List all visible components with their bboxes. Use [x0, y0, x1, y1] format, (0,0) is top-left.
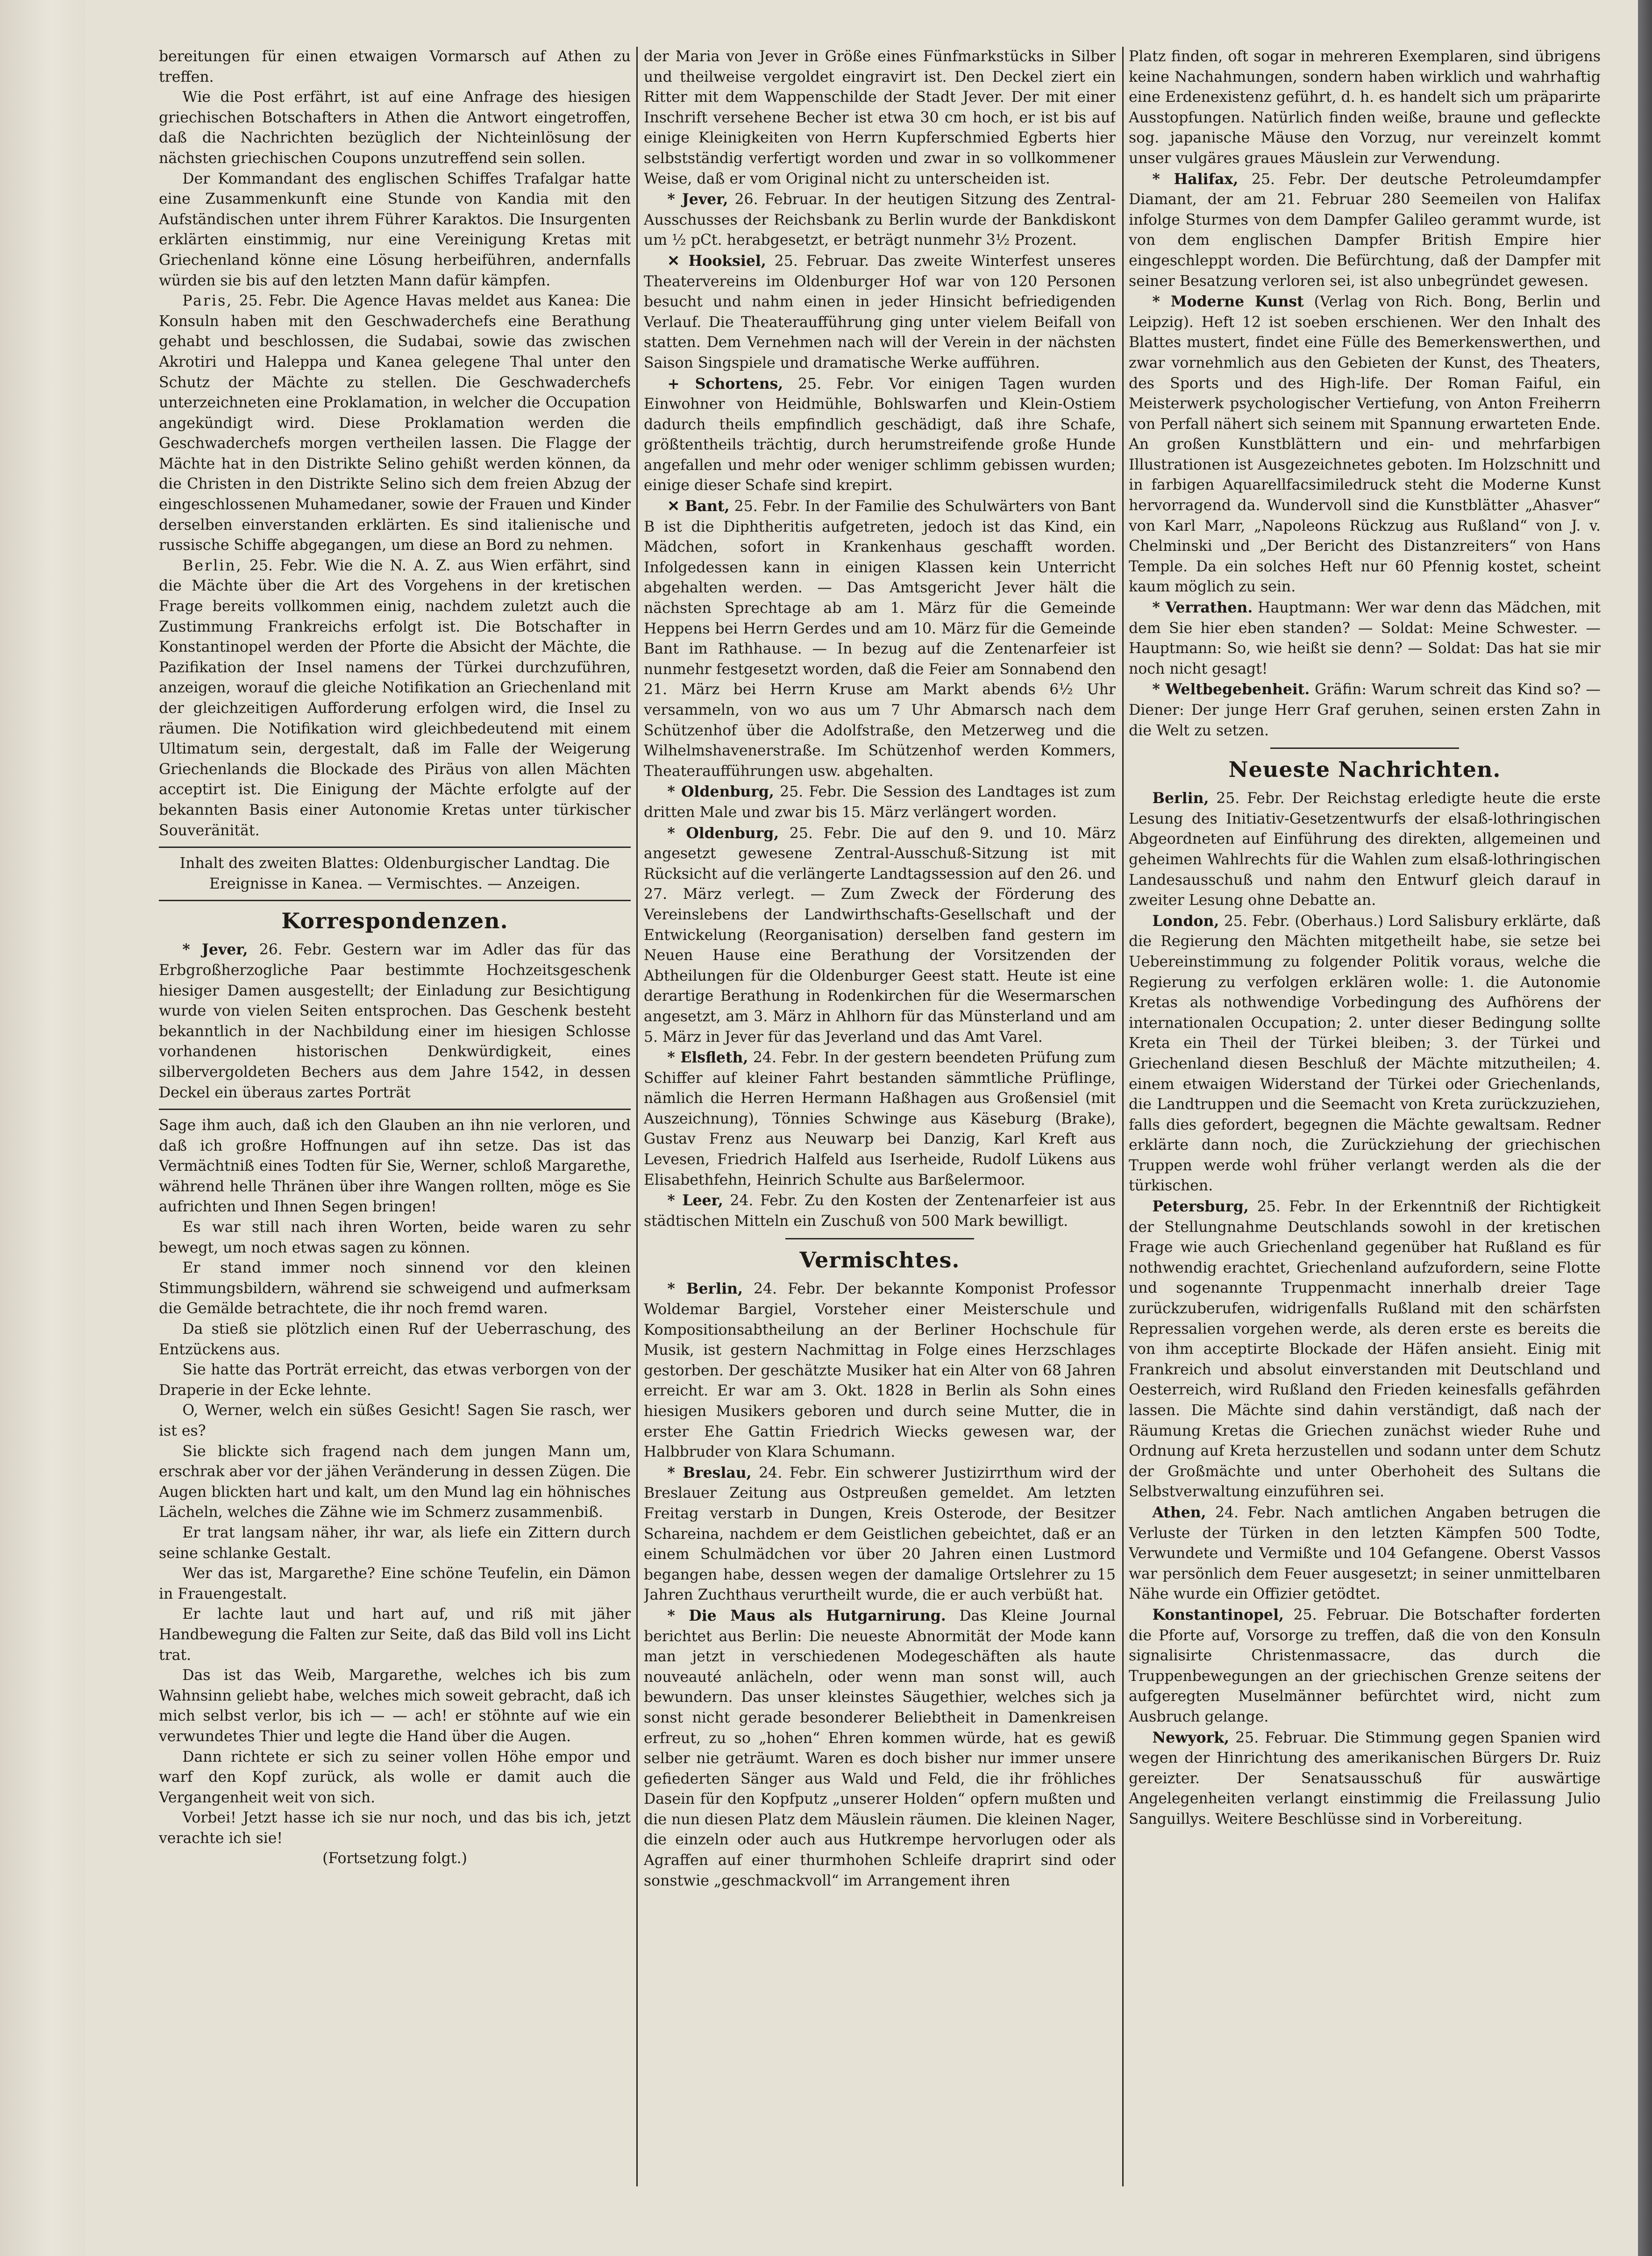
article-kommandant: Der Kommandant des englischen Schiffes Trafalgar hatte eine Zusammenkunft eine Stunde von Kandia mit den Aufständischen unter ihrem Führer Karaktos. Die Insurgenten erklärten einstimmig, nur eine Vereinigung Kretas mit Griechenland könne eine Lösung herbeiführen, andernfalls würden sie bis auf den letzten Mann dafür kämpfen.	[159, 170, 631, 289]
headline-maus: * Die Maus als Hutgarnirung.	[667, 1607, 946, 1624]
novel-paragraph: Es war still nach ihren Worten, beide waren zu sehr bewegt, um noch etwas sagen zu können.	[159, 1219, 631, 1256]
section-title-korrespondenzen: Korrespondenzen.	[281, 908, 508, 934]
column-1	[159, 47, 631, 2186]
article-oldenburg-1	[644, 782, 1116, 823]
novel-paragraph: Sage ihm auch, daß ich den Glauben an ihn nie verloren, und daß ich großre Hoffnungen auf ihn setze. Das ist das Vermächtniß eines Todten für Sie, Werner, schloß Margarethe, während helle Thränen über ihre Wangen rollten, möge es Sie aufrichten und Ihnen Segen bringen!	[159, 1117, 631, 1216]
dateline-berlin: Berlin,	[1152, 790, 1209, 807]
headline-verrathen: * Verrathen.	[1152, 599, 1253, 617]
article-text: 24. Febr. Zu den Kosten der Zentenarfeier ist aus städtischen Mitteln ein Zuschuß von 500 Mark bewilligt.	[644, 1192, 1116, 1230]
section-rule	[159, 847, 631, 848]
article-text: Das Kleine Journal berichtet aus Berlin: Die neueste Abnormität der Mode kann man jetzt in verschiedenen Modegeschäften als haute nouveauté anlächeln, oder wenn man sonst will, auch bewundern. Das unser kleinstes Säugethier, welches sich ja sonst nicht gerade besonderer Beliebtheit in Damenkreisen erfreut, zu so „hohen“ Ehren kommen würde, hat es gewiß selber nie geträumt. Waren es doch bisher nur immer unsere gefiederten Sänger aus Wald und Feld, die ihr fröhliches Dasein für den Kopfputz „unserer Holden“ opfern mußten und die nun diesen Platz dem Mäuslein räumen. Die kleinen Nager, die einzeln oder auch aus Hutkrempe hervorlugen oder als Agraffen auf einer thurmhohen Schleife draprirt sind oder sonstwie „geschmackvoll“ im Arrangement ihren	[644, 1607, 1116, 1889]
dateline-schortens: + Schortens,	[667, 375, 783, 392]
article-london	[1129, 911, 1601, 1196]
novel-paragraph: Sie blickte sich fragend nach dem jungen Mann um, erschrak aber vor der jähen Veränderung in dessen Zügen. Die Augen blickten hart und kalt, um den Mund lag ein höhnisches Lächeln, welches die Zähne wie im Schmerz zusammenbiß.	[159, 1443, 631, 1521]
article-text: 25. Febr. Vor einigen Tagen wurden Einwohner von Heidmühle, Bohlswarfen und Klein-Ostiem dadurch theils empfindlich geschädigt, daß ihre Schafe, größtentheils trächtig, durch herumstreifende große Hunde angefallen und mehr oder weniger schlimm gebissen wurden; einige dieser Schafe sind krepirt.	[644, 375, 1116, 494]
novel-paragraph: Er lachte laut und hart auf, und riß mit jäher Handbewegung die Falten zur Seite, daß das Bild voll ins Licht trat.	[159, 1606, 631, 1664]
column-3	[1129, 47, 1601, 2186]
column-rule-1	[636, 47, 638, 2186]
article-jever	[159, 939, 631, 1103]
contents-note: Inhalt des zweiten Blattes: Oldenburgischer Landtag. Die Ereignisse in Kanea. — Vermischtes. — Anzeigen.	[179, 855, 610, 892]
page-edge-shadow	[1638, 0, 1652, 2256]
novel-paragraph: Er stand immer noch sinnend vor den kleinen Stimmungsbildern, während sie schweigend und aufmerksam die Gemälde betrachtete, die ihr noch fremd waren.	[159, 1260, 631, 1317]
article-text: 25. Febr. In der Erkenntniß der Richtigkeit der Stellungnahme Deutschlands sowohl in der kretischen Frage wie auch Griechenland gegenüber hat Rußland es für nothwendig erachtet, Griechenland aufzufordern, seine Flotte und sogenannte Truppenmacht innerhalb dreier Tage zurückzuberufen, widrigenfalls Rußland mit den schärfsten Repressalien vorgehen werde, als deren erste es bereits die von ihm acceptirte Blockade der Häfen ansieht. Einig mit Frankreich und absolut einverstanden mit Deutschland und Oesterreich, wird Rußland den Frieden keinesfalls gefährden lassen. Die Mächte sind dahin verständigt, daß nach der Räumung Kretas die Griechen zunächst wieder Ruhe und Ordnung auf Kreta herzustellen und sodann unter dem Schutz der Großmächte und unter Oberhoheit des Sultans die Selbstverwaltung einzuführen sei.	[1129, 1198, 1601, 1501]
article-breslau	[644, 1463, 1116, 1606]
dateline-petersburg: Petersburg,	[1152, 1198, 1249, 1216]
dateline-elsfleth: * Elsfleth,	[667, 1049, 748, 1067]
article-continuation: bereitungen für einen etwaigen Vormarsch auf Athen zu treffen.	[159, 48, 631, 85]
article-schortens	[644, 374, 1116, 497]
section-rule	[785, 1238, 974, 1239]
article-reichstag	[1129, 788, 1601, 911]
article-text: 25. Febr. Die auf den 9. und 10. März angesetzt gewesene Zentral-Ausschuß-Sitzung ist mit Rücksicht auf die verlängerte Landtagssession auf den 26. und 27. März verlegt. — Zum Zweck der Förderung des Vereinslebens der Landwirthschafts-Gesellschaft und der Entwickelung (Reorganisation) derselben fand gestern im Neuen Hause eine Berathung der Vorsitzenden der Abtheilungen für die Oldenburger Geest statt. Heute ist eine derartige Berathung in Rodenkirchen für die Wesermarschen angesetzt, am 3. März in Ahlhorn für das Münsterland und am 5. März in Jever für das Jeverland und das Amt Varel.	[644, 825, 1116, 1046]
article-text: Gräfin: Warum schreit das Kind so? — Diener: Der junge Herr Graf geruhen, seinen ersten Zahn in die Welt zu setzen.	[1129, 681, 1601, 739]
article-text: 25. Febr. (Oberhaus.) Lord Salisbury erklärte, daß die Regierung den Mächten mitgetheilt habe, sie setze bei Uebereinstimmung zu folgender Politik voraus, welche die Regierung zu verfolgen erklären wolle: 1. die Autonomie Kretas als nothwendige Vorbedingung des Aufhörens der internationalen Occupation; 2. unter dieser Bedingung sollte Kreta ein Theil der Türkei bleiben; 3. der Türkei und Griechenland diesen Beschluß der Mächte mitzutheilen; 4. einem etwaigen Widerstand der Türkei oder Griechenlands, die Landtruppen und die Seemacht von Kreta zurückzuziehen, falls dies gefordert, begegnen die Mächte gewaltsam. Redner erklärte dann noch, die Zurückziehung der griechischen Truppen werde wohl früher verlangt werden als die der türkischen.	[1129, 912, 1601, 1195]
novel-paragraph: Sie hatte das Porträt erreicht, das etwas verborgen von der Draperie in der Ecke lehnte.	[159, 1361, 631, 1399]
dateline-oldenburg: * Oldenburg,	[667, 783, 774, 801]
dateline-konstantinopel: Konstantinopel,	[1152, 1606, 1284, 1623]
article-verrathen	[1129, 598, 1601, 679]
article-text: (Verlag von Rich. Bong, Berlin und Leipzig). Heft 12 ist soeben erschienen. Wer den Inhalt des Blattes mustert, findet eine Fülle des Bemerkenswerthen, und zwar vornehmlich aus den Gebieten der Kunst, des Theaters, des Sports und des High-life. Der Roman Faiful, ein Meisterwerk psychologischer Vertiefung, von Anton Freiherrn von Perfall nähert sich seinem mit Spannung erwarteten Ende. An großen Kunstblättern und ein- und mehrfarbigen Illustrationen ist Ausgezeichnetes geboten. Im Holzschnitt und in farbigen Aquarellfacsimiledruck steht die Moderne Kunst hervorragend da. Wundervoll sind die Kunstblätter „Ahasver“ von Karl Marr, „Napoleons Rückzug aus Rußland“ von J. v. Chelminski und „Der Bericht des Distanzreiters“ von Hans Temple. Da ein solches Heft nur 60 Pfennig kostet, scheint kaum möglich zu sein.	[1129, 293, 1601, 596]
dateline-oldenburg: * Oldenburg,	[667, 824, 779, 842]
headline-moderne-kunst: * Moderne Kunst	[1152, 293, 1304, 311]
article-text: 25. Februar. Das zweite Winterfest unseres Theatervereins im Oldenburger Hof war von 120 Personen besucht und nahm einen in jeder Hinsicht befriedigenden Verlauf. Die Theateraufführung ging unter vielem Beifall von statten. Dem Vernehmen nach will der Verein in der nächsten Saison Singspiele und dramatische Werke aufführen.	[644, 252, 1116, 371]
article-leer	[644, 1190, 1116, 1231]
dateline-jever: * Jever,	[667, 191, 728, 208]
article-text: 26. Februar. In der heutigen Sitzung des Zentral-Ausschusses der Reichsbank zu Berlin wurde der Bankdiskont um ½ pCt. herabgesetzt, er beträgt nunmehr 3½ Prozent.	[644, 191, 1116, 249]
novel-paragraph: Wer das ist, Margarethe? Eine schöne Teufelin, ein Dämon in Frauengestalt.	[159, 1565, 631, 1602]
article-continuation: Platz finden, oft sogar in mehreren Exemplaren, sind übrigens keine Nachahmungen, sondern haben wirklich und wahrhaftig eine Erdenexistenz geführt, d. h. es handelt sich um präparirte Ausstopfungen. Natürlich finden weiße, braune und gefleckte sog. japanische Mäuse den Vorzug, nur vereinzelt kommt unser vulgäres graues Mäuslein zur Verwendung.	[1129, 48, 1601, 167]
article-elsfleth	[644, 1047, 1116, 1190]
article-jever-reichsbank	[644, 189, 1116, 251]
article-text: 24. Febr. Der bekannte Komponist Professor Woldemar Bargiel, Vorsteher einer Meisterschule und Kompositionsabtheilung an der Berliner Hochschule für Musik, ist gestern Nachmittag in Folge eines Herzschlages gestorben. Der geschätzte Musiker hat ein Alter von 68 Jahren erreicht. Er war am 3. Okt. 1828 in Berlin als Sohn eines hiesigen Musikers geboren und durch seine Mutter, die in erster Ehe Gattin Friedrich Wiecks gewesen war, der Halbbruder von Klara Schumann.	[644, 1281, 1116, 1461]
dateline-jever: * Jever,	[182, 941, 248, 959]
dateline-athen: Athen,	[1152, 1503, 1206, 1521]
article-paris-text: 25. Febr. Die Agence Havas meldet aus Kanea: Die Konsuln haben mit den Geschwaderchefs eine Berathung gehabt und beschlossen, die Sudabai, sowie das zwischen Akrotiri und Haleppa und Kanea gelegene Thal unter den Schutz der Mächte zu stellen. Die Geschwaderchefs unterzeichneten eine Proklamation, in welcher die Occupation angekündigt wird. Diese Proklamation werden die Geschwaderchefs morgen vertheilen lassen. Die Flagge der Mächte hat in den Distrikte Selino gehißt werden können, da die Christen in den Distrikte Selino sich dem freien Abzug der eingeschlossenen Muhamedaner, sowie der Frauen und Kinder derselben einverstanden erklärten. Es sind italienische und russische Schiffe abgegangen, um diese an Bord zu nehmen.	[159, 292, 631, 554]
novel-paragraph: Er trat langsam näher, ihr war, als liefe ein Zittern durch seine schlanke Gestalt.	[159, 1524, 631, 1562]
dateline-berlin: Berlin,	[182, 557, 242, 574]
novel-paragraph: O, Werner, welch ein süßes Gesicht! Sagen Sie rasch, wer ist es?	[159, 1402, 631, 1439]
article-hooksiel	[644, 251, 1116, 374]
feuilleton-novel	[159, 1116, 631, 1869]
article-berlin-text: 25. Febr. Wie die N. A. Z. aus Wien erfährt, sind die Mächte über die Art des Vorgehens in der kretischen Frage bereits vollkommen einig, nachdem zuletzt auch die Zustimmung Frankreichs erfolgt ist. Die Botschafter in Konstantinopel werden der Pforte die Absicht der Mächte, die Pazifikation der Insel namens der Türkei durchzuführen, anzeigen, worauf die gleiche Notifikation an Griechenland mit der gleichzeitigen Aufforderung erfolgen wird, die Insel zu räumen. Die Notifikation wird gleichbedeutend mit einem Ultimatum sein, dergestalt, daß im Falle der Weigerung Griechenlands die Blockade des Piräus von allen Mächten acceptirt ist. Die Einigung der Mächte erfolgte auf der bekannten Basis einer Autonomie Kretas unter türkischer Souveränität.	[159, 557, 631, 839]
dateline-berlin: * Berlin,	[667, 1280, 743, 1298]
novel-paragraph: Das ist das Weib, Margarethe, welches ich bis zum Wahnsinn geliebt habe, welches mich soweit gebracht, daß ich mich selbst verlor, bis ich — — ach! er stöhnte auf wie ein verwundetes Thier und legte die Hand über die Augen.	[159, 1667, 631, 1745]
article-text: 25. Februar. Die Stimmung gegen Spanien wird wegen der Hinrichtung des amerikanischen Bürgers Dr. Ruiz gereizter. Der Senatsausschuß für auswärtige Angelegenheiten verlangt einstimmig die Freilassung Julio Sanguillys. Weitere Beschlüsse sind in Vorbereitung.	[1129, 1729, 1601, 1828]
article-maus	[644, 1606, 1116, 1891]
section-rule	[1270, 747, 1459, 749]
article-continuation: der Maria von Jever in Größe eines Fünfmarkstücks in Silber und theilweise vergoldet eingravirt ist. Den Deckel ziert ein Ritter mit dem Wappenschilde der Stadt Jever. Der mit einer Inschrift versehene Becher ist etwa 30 cm hoch, er ist bis auf einige Kleinigkeiten von Herrn Kupferschmied Egberts hier selbstständig verfertigt worden und zwar in so vollkommener Weise, daß er vom Original nicht zu unterscheiden ist.	[644, 48, 1116, 187]
headline-weltbegebenheit: * Weltbegebenheit.	[1152, 681, 1310, 698]
section-title-vermischtes: Vermischtes.	[799, 1247, 960, 1273]
article-paris	[159, 291, 631, 556]
article-text: 25. Febr. Der Reichstag erledigte heute die erste Lesung des Initiativ-Gesetzentwurfs der elsaß-lothringischen Abgeordneten auf Einführung des direkten, allgemeinen und geheimen Wahlrechts für die Wahlen zum elsaß-lothringischen Landesausschuß und nahm den Entwurf gleich darauf in zweiter Lesung ohne Debatte an.	[1129, 790, 1601, 909]
article-bant	[644, 496, 1116, 782]
dateline-paris: Paris,	[182, 292, 233, 310]
article-konstantinopel	[1129, 1605, 1601, 1728]
novel-paragraph: Da stieß sie plötzlich einen Ruf der Ueberraschung, des Entzückens aus.	[159, 1321, 631, 1358]
article-bargiel	[644, 1279, 1116, 1462]
binding-gutter	[0, 0, 85, 2256]
article-text: 24. Febr. Nach amtlichen Angaben betrugen die Verluste der Türken in den letzten Kämpfen 500 Todte, Verwundete und Vermißte und 104 Gefangene. Oberst Vassos war persönlich dem Feuer ausgesetzt; in seiner unmittelbaren Nähe wurde ein Offizier getödtet.	[1129, 1504, 1601, 1603]
article-moderne-kunst	[1129, 292, 1601, 598]
article-oldenburg-2	[644, 823, 1116, 1048]
article-post: Wie die Post erfährt, ist auf eine Anfrage des hiesigen griechischen Botschafters in Athen die Antwort eingetroffen, daß die Nachrichten bezüglich der Nichteinlösung der nächsten griechischen Coupons unzutreffend sein sollen.	[159, 89, 631, 167]
column-2	[644, 47, 1116, 2186]
article-text: 24. Febr. Ein schwerer Justizirrthum wird der Breslauer Zeitung aus Ostpreußen gemeldet. Am letzten Freitag verstarb in Dungen, Kreis Osterode, der Besitzer Schareina, nachdem er dem Geistlichen gebeichtet, daß er an einem Schulmädchen vor über 20 Jahren einen Lustmord begangen habe, dessen wegen der damalige Ortslehrer zu 15 Jahren Zuchthaus verurtheilt wurde, die er auch verbüßt hat.	[644, 1464, 1116, 1604]
article-petersburg	[1129, 1196, 1601, 1502]
article-text: 25. Febr. Die Session des Landtages ist zum dritten Male und zwar bis 15. März verlängert worden.	[644, 783, 1116, 821]
novel-paragraph: Vorbei! Jetzt hasse ich sie nur noch, und das bis ich, jetzt verachte ich sie!	[159, 1809, 631, 1847]
article-athen	[1129, 1502, 1601, 1605]
article-text: 25. Febr. Der deutsche Petroleumdampfer Diamant, der am 21. Februar 280 Seemeilen von Halifax infolge Sturmes von dem Dampfer Galileo gerammt wurde, ist von dem englischen Dampfer British Empire hier eingeschleppt worden. Die Befürchtung, daß der Dampfer mit seiner Besatzung verloren sei, ist also unbegründet gewesen.	[1129, 171, 1601, 290]
article-jever-text: 26. Febr. Gestern war im Adler das für das Erbgroßherzogliche Paar bestimmte Hochzeitsgeschenk hiesiger Damen ausgestellt; der Einladung zur Besichtigung wurde von vielen Seiten entsprochen. Das Geschenk besteht bekanntlich in der Nachbildung einer im hiesigen Schlosse vorhandenen historischen Denkwürdigkeit, eines silbervergoldeten Bechers aus dem Jahre 1542, in dessen Deckel ein überaus zartes Porträt	[159, 941, 631, 1101]
article-text: 25. Februar. Die Botschafter forderten die Pforte auf, Vorsorge zu treffen, daß die von den Konsuln signalisirte Christenmassacre, das durch die Truppenbewegungen an der griechischen Grenze seitens der aufgeregten Muselmänner befürchtet wird, nicht zum Ausbruch gelange.	[1129, 1606, 1601, 1725]
novel-continued-note: (Fortsetzung folgt.)	[322, 1850, 467, 1867]
dateline-hooksiel: ✕ Hooksiel,	[667, 252, 766, 270]
article-berlin	[159, 556, 631, 841]
section-title-neueste-nachrichten: Neueste Nachrichten.	[1228, 757, 1501, 783]
dateline-leer: * Leer,	[667, 1192, 723, 1210]
dateline-breslau: * Breslau,	[667, 1464, 752, 1481]
article-newyork	[1129, 1728, 1601, 1830]
dateline-newyork: Newyork,	[1152, 1729, 1230, 1746]
dateline-london: London,	[1152, 912, 1219, 930]
article-text: Hauptmann: Wer war denn das Mädchen, mit dem Sie hier eben standen? — Soldat: Meine Schwester. — Hauptmann: So, wie heißt sie denn? — Soldat: Das hat sie mir noch nicht gesagt!	[1129, 599, 1601, 677]
feuilleton-rule	[159, 1109, 631, 1110]
dateline-bant: ✕ Bant,	[667, 498, 730, 515]
dateline-halifax: * Halifax,	[1152, 170, 1239, 188]
column-rule-2	[1122, 47, 1124, 2186]
novel-paragraph: Dann richtete er sich zu seiner vollen Höhe empor und warf den Kopf zurück, als wolle er damit auch die Vergangenheit weit von sich.	[159, 1748, 631, 1806]
article-text: 25. Febr. In der Familie des Schulwärters von Bant B ist die Diphtheritis aufgetreten, jedoch ist das Kind, ein Mädchen, sofort in Krankenhaus geschafft worden. Infolgedessen kann in einigen Klassen kein Unterricht abgehalten werden. — Das Amtsgericht Jever hält die nächsten Sprechtage ab am 1. März für die Gemeinde Heppens bei Herrn Gerdes und am 10. März für die Gemeinde Bant im Rathhause. — In bezug auf die Zentenarfeier ist nunmehr festgesetzt worden, daß die Feier am Sonnabend den 21. März bei Herrn Kruse am Markt abends 6½ Uhr versammeln, von wo aus um 7 Uhr Abmarsch nach dem Schützenhof über die Adolfstraße, den Metzerweg und die Wilhelmshavenerstraße. Im Schützenhof werden Kommers, Theateraufführungen usw. abgehalten.	[644, 498, 1116, 780]
section-rule	[159, 900, 631, 901]
article-text: 24. Febr. In der gestern beendeten Prüfung zum Schiffer auf kleiner Fahrt bestanden sämmtliche Prüflinge, nämlich die Herren Hermann Haßhagen aus Großensiel (mit Auszeichnung), Tönnies Schwinge aus Käseburg (Brake), Gustav Frenz aus Neuwarp bei Danzig, Karl Kreft aus Levesen, Friedrich Halfeld aus Iserheide, Rudolf Lükens aus Elisabethfehn, Heinrich Schulte aus Barßelermoor.	[644, 1049, 1116, 1188]
article-weltbegebenheit	[1129, 679, 1601, 741]
article-halifax	[1129, 169, 1601, 292]
